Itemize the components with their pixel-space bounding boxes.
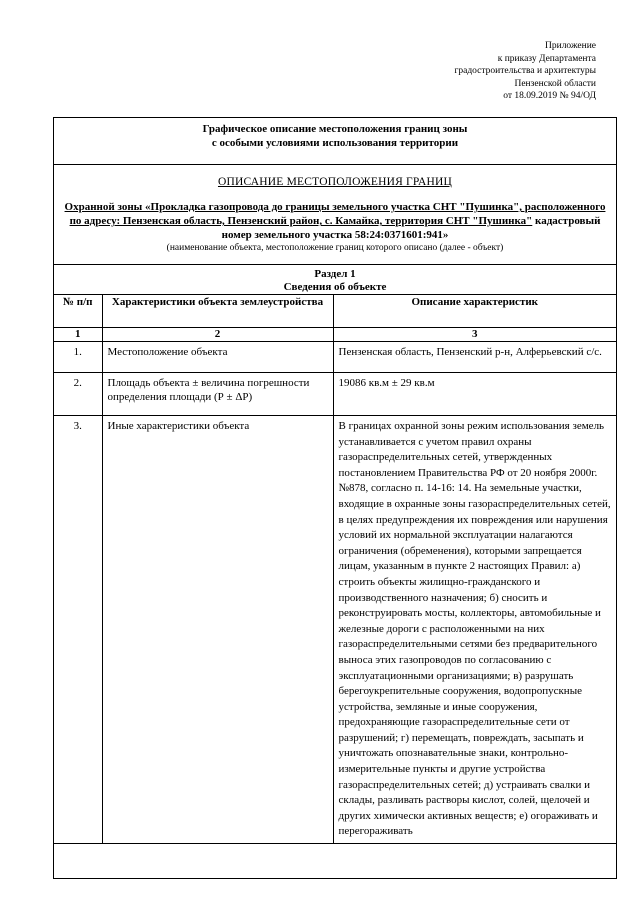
header-description: Описание характеристик — [333, 295, 616, 328]
row-characteristic: Иные характеристики объекта — [102, 416, 333, 844]
header-characteristics: Характеристики объекта землеустройства — [102, 295, 333, 328]
description-heading: ОПИСАНИЕ МЕСТОПОЛОЖЕНИЯ ГРАНИЦ — [217, 176, 453, 188]
section-heading — [54, 265, 616, 295]
appendix-line: Приложение — [545, 41, 596, 51]
appendix-note — [336, 40, 596, 103]
object-info-table — [54, 295, 616, 844]
object-name-underlined: Охранной зоны «Прокладка газопровода до границы земельного участка СНТ "Пушинка", расположенного по адресу: Пензенская область, Пензенский район, с. Камайка, территория СНТ "Пушинка" — [64, 201, 606, 227]
column-number: 3 — [333, 328, 616, 342]
document-frame — [53, 117, 617, 879]
table-row — [54, 416, 616, 844]
row-value: Пензенская область, Пензенский р-н, Алферьевский с/с. — [333, 342, 616, 373]
row-value: 19086 кв.м ± 29 кв.м — [333, 373, 616, 416]
title-line: с особыми условиями использования территории — [211, 137, 459, 149]
table-row — [54, 373, 616, 416]
row-characteristic: Площадь объекта ± величина погрешности определения площади (Р ± ΔР) — [102, 373, 333, 416]
description-block — [54, 165, 616, 265]
appendix-line: Пензенской области — [514, 78, 596, 89]
object-cadastral-number: кадастровый номер земельного участка 58:24:0371601:941» — [221, 215, 601, 241]
row-characteristic: Местоположение объекта — [102, 342, 333, 373]
row-value: В границах охранной зоны режим использования земель устанавливается с учетом правил охраны газораспределительных сетей, утвержденных постановлением Правительства РФ от 20 ноября 2000г. №878, согласно п. 14-16: 14. На земельные участки, входящие в охранные зоны газораспределительных сетей, в целях предупреждения их повреждения или нарушения условий их нормальной эксплуатации налагаются ограничения (обременения), которыми запрещается лицам, указанным в пункте 2 настоящих Правил: а) строить объекты жилищно-гражданского и производственного назначения; б) сносить и реконструировать мосты, коллекторы, автомобильные и железные дороги с расположенными на них газораспределительными сетями без предварительного выноса этих газопроводов по согласованию с эксплуатационными организациями; в) разрушать берегоукрепительные сооружения, водопропускные устройства, земляные и иные сооружения, предохраняющие газораспределительные сети от разрушений; г) перемещать, повреждать, засыпать и уничтожать опознавательные знаки, контрольно-измерительные пункты и другие устройства газораспределительных сетей; д) устраивать свалки и склады, разливать растворы кислот, солей, щелочей и других химически активных веществ; е) огораживать и перегораживать — [333, 416, 616, 844]
table-header-row — [54, 295, 616, 328]
header-num: № п/п — [54, 295, 102, 328]
table-row — [54, 342, 616, 373]
appendix-line: к приказу Департамента — [497, 53, 596, 64]
title-line: Графическое описание местоположения границ зоны — [202, 123, 468, 135]
row-number: 2. — [54, 373, 102, 416]
row-number: 3. — [54, 416, 102, 844]
section-title: Сведения об объекте — [283, 281, 387, 293]
row-number: 1. — [54, 342, 102, 373]
appendix-date-line: от 18.09.2019 № 94/ОД — [503, 91, 596, 101]
object-note: (наименование объекта, местоположение границ которого описано (далее - объект) — [166, 243, 504, 253]
object-name — [54, 200, 616, 242]
section-number: Раздел 1 — [314, 268, 356, 280]
column-number-row — [54, 328, 616, 342]
document-title — [54, 118, 616, 165]
appendix-line: градостроительства и архитектуры — [454, 66, 596, 76]
column-number: 1 — [54, 328, 102, 342]
column-number: 2 — [102, 328, 333, 342]
